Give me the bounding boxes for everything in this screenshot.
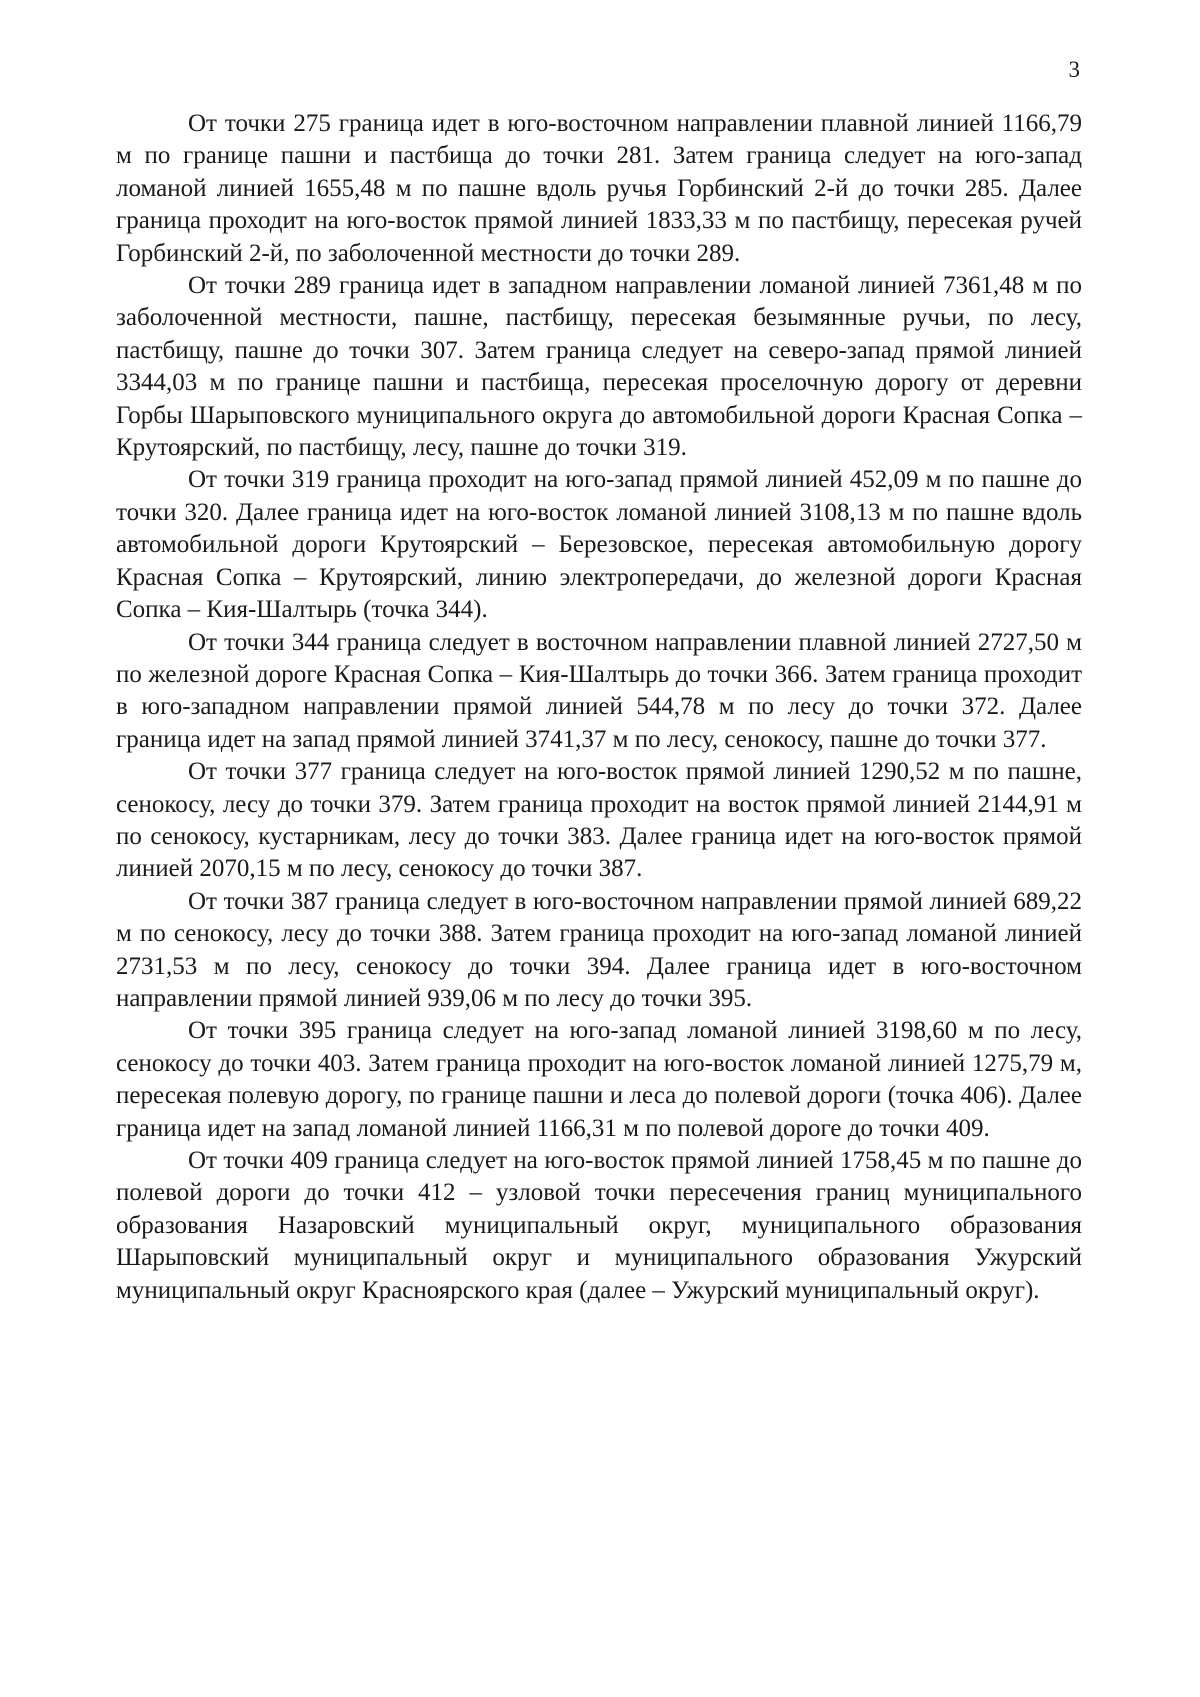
paragraph: От точки 409 граница следует на юго-восток прямой линией 1758,45 м по пашне до полевой дороги до точки 412 – узловой точки пересечения границ муниципального образования Назаровский муниципальный округ, муниципального образования Шарыповский муниципальный округ и муниципального образования Ужурский муниципальный округ Красноярского края (далее – Ужурский муниципальный округ). bbox=[116, 1147, 1082, 1304]
paragraph: От точки 395 граница следует на юго-запад ломаной линией 3198,60 м по лесу, сенокосу до точки 403. Затем граница проходит на юго-восток ломаной линией 1275,79 м, пересекая полевую дорогу, по границе пашни и леса до полевой дороги (точка 406). Далее граница идет на запад ломаной линией 1166,31 м по полевой дороге до точки 409. bbox=[116, 1017, 1082, 1142]
paragraph: От точки 289 граница идет в западном направлении ломаной линией 7361,48 м по заболоченной местности, пашне, пастбищу, пересекая безымянные ручьи, по лесу, пастбищу, пашне до точки 307. Затем граница следует на северо-запад прямой линией 3344,03 м по границе пашни и пастбища, пересекая проселочную дорогу от деревни Горбы Шарыповского муниципального округа до автомобильной дороги Красная Сопка – Крутоярский, по пастбищу, лесу, пашне до точки 319. bbox=[116, 272, 1082, 462]
paragraph: От точки 275 граница идет в юго-восточном направлении плавной линией 1166,79 м по границе пашни и пастбища до точки 281. Затем граница следует на юго-запад ломаной линией 1655,48 м по пашне вдоль ручья Горбинский 2-й до точки 285. Далее граница проходит на юго-восток прямой линией 1833,33 м по пастбищу, пересекая ручей Горбинский 2-й, по заболоченной местности до точки 289. bbox=[116, 110, 1082, 267]
paragraph: От точки 387 граница следует в юго-восточном направлении прямой линией 689,22 м по сенокосу, лесу до точки 388. Затем граница проходит на юго-запад ломаной линией 2731,53 м по лесу, сенокосу до точки 394. Далее граница идет в юго-восточном направлении прямой линией 939,06 м по лесу до точки 395. bbox=[116, 887, 1082, 1012]
paragraph: От точки 319 граница проходит на юго-запад прямой линией 452,09 м по пашне до точки 320. Далее граница идет на юго-восток ломаной линией 3108,13 м по пашне вдоль автомобильной дороги Крутоярский – Березовское, пересекая автомобильную дорогу Красная Сопка – Крутоярский, линию электропередачи, до железной дороги Красная Сопка – Кия-Шалтырь (точка 344). bbox=[116, 466, 1082, 624]
page-number: 3 bbox=[1068, 57, 1080, 82]
document-body bbox=[116, 108, 1082, 1307]
paragraph: От точки 344 граница следует в восточном направлении плавной линией 2727,50 м по железной дороге Красная Сопка – Кия-Шалтырь до точки 366. Затем граница проходит в юго-западном направлении прямой линией 544,78 м по лесу до точки 372. Далее граница идет на запад прямой линией 3741,37 м по лесу, сенокосу, пашне до точки 377. bbox=[116, 628, 1082, 753]
paragraph: От точки 377 граница следует на юго-восток прямой линией 1290,52 м по пашне, сенокосу, лесу до точки 379. Затем граница проходит на восток прямой линией 2144,91 м по сенокосу, кустарникам, лесу до точки 383. Далее граница идет на юго-восток прямой линией 2070,15 м по лесу, сенокосу до точки 387. bbox=[116, 758, 1082, 883]
